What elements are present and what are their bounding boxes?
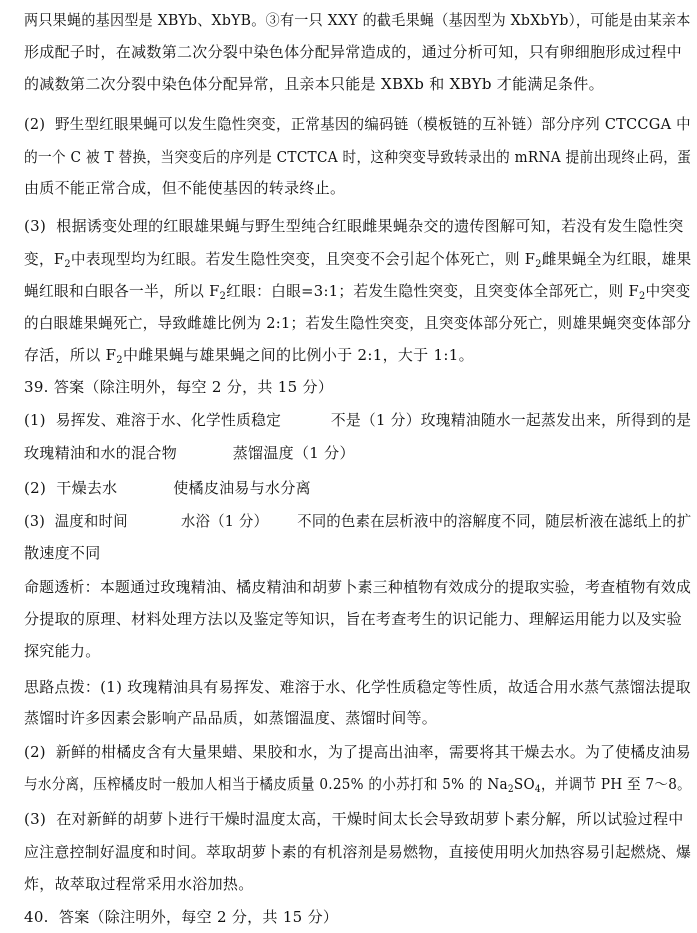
text-line: (3) 根据诱变处理的红眼雄果蝇与野生型纯合红眼雌果蝇杂交的遗传图解可知，若没有发生隐性突 — [24, 217, 684, 235]
text-line: (2) 新鲜的柑橘皮含有大量果蜡、果胶和水，为了提高出油率，需要将其干燥去水。为了使橘皮油易 — [24, 743, 691, 761]
text-line: 的白眼雄果蝇死亡，导致雌雄比例为 2:1；若发生隐性突变，且突变体部分死亡，则雄果蝇突变体部分 — [24, 314, 692, 332]
text-line: 两只果蝇的基因型是 XBYb、XbYB。③有一只 XXY 的截毛果蝇（基因型为 XbXbYb），可能是由某亲本 — [24, 11, 691, 29]
text-line: 散速度不同 — [24, 544, 101, 562]
text-line: 玫瑰精油和水的混合物 蒸馏温度（1 分） — [24, 444, 355, 462]
text-line: 炸，故萃取过程常采用水浴加热。 — [24, 875, 254, 893]
text-line: 与水分离，压榨橘皮时一般加人相当于橘皮质量 0.25% 的小苏打和 5% 的 $Na_2SO_4$，并调节 PH 至 7～8。 — [24, 775, 691, 795]
text-line: 蒸馏时许多因素会影响产品品质，如蒸馏温度、蒸馏时间等。 — [24, 709, 438, 727]
text-line: (1) 易挥发、难溶于水、化学性质稳定 不是（1 分）玫瑰精油随水一起蒸发出来，所得到的是 — [24, 411, 692, 429]
text-line: 命题透析：本题通过玫瑰精油、橘皮精油和胡萝卜素三种植物有效成分的提取实验，考查植物有效成 — [24, 578, 692, 596]
section-heading: 39. 答案（除注明外，每空 2 分，共 15 分） — [24, 378, 334, 396]
section-heading: 40. 答案（除注明外，每空 2 分，共 15 分） — [24, 908, 339, 926]
text-line: (2) 干燥去水 使橘皮油易与水分离 — [24, 479, 311, 497]
text-line: 思路点拨：(1) 玫瑰精油具有易挥发、难溶于水、化学性质稳定等性质，故适合用水蒸气蒸馏法提取 — [24, 678, 691, 696]
text-line: 存活，所以 $F_2$中雌果蝇与雄果蝇之间的比例小于 2:1，大于 1:1。 — [24, 346, 474, 366]
text-line: 分提取的原理、材料处理方法以及鉴定等知识，旨在考查考生的识记能力、理解运用能力以及实验 — [24, 610, 682, 628]
text-line: 探究能力。 — [24, 642, 101, 660]
text-line: (2) 野生型红眼果蝇可以发生隐性突变，正常基因的编码链（模板链的互补链）部分序列 CTCCGA 中 — [24, 115, 691, 133]
text-line: 的减数第二次分裂中染色体分配异常，且亲本只能是 XBXb 和 XBYb 才能满足条件。 — [24, 75, 604, 93]
text-line: (3) 温度和时间 水浴（1 分） 不同的色素在层析液中的溶解度不同，随层析液在滤纸上的扩 — [24, 512, 692, 530]
text-line: (3) 在对新鲜的胡萝卜进行干燥时温度太高，干燥时间太长会导致胡萝卜素分解，所以试验过程中 — [24, 810, 684, 828]
text-line: 形成配子时，在减数第二次分裂中染色体分配异常造成的，通过分析可知，只有卵细胞形成过程中 — [24, 43, 682, 61]
text-line: 的一个 C 被 T 替换，当突变后的序列是 CTCTCA 时，这种突变导致转录出的 mRNA 提前出现终止码，蛋 — [24, 148, 692, 166]
text-line: 应注意控制好温度和时间。萃取胡萝卜素的有机溶剂是易燃物，直接使用明火加热容易引起燃烧、爆 — [24, 843, 692, 861]
text-line: 蝇红眼和白眼各一半，所以 $F_2$红眼：白眼=3:1；若发生隐性突变，且突变体全部死亡，则 $F_2$中突变 — [24, 282, 691, 302]
text-line: 由质不能正常合成，但不能使基因的转录终止。 — [24, 179, 346, 197]
text-line: 变，$F_2$中表现型均为红眼。若发生隐性突变，且突变不会引起个体死亡，则 $F_2$雌果蝇全为红眼，雄果 — [24, 250, 692, 270]
